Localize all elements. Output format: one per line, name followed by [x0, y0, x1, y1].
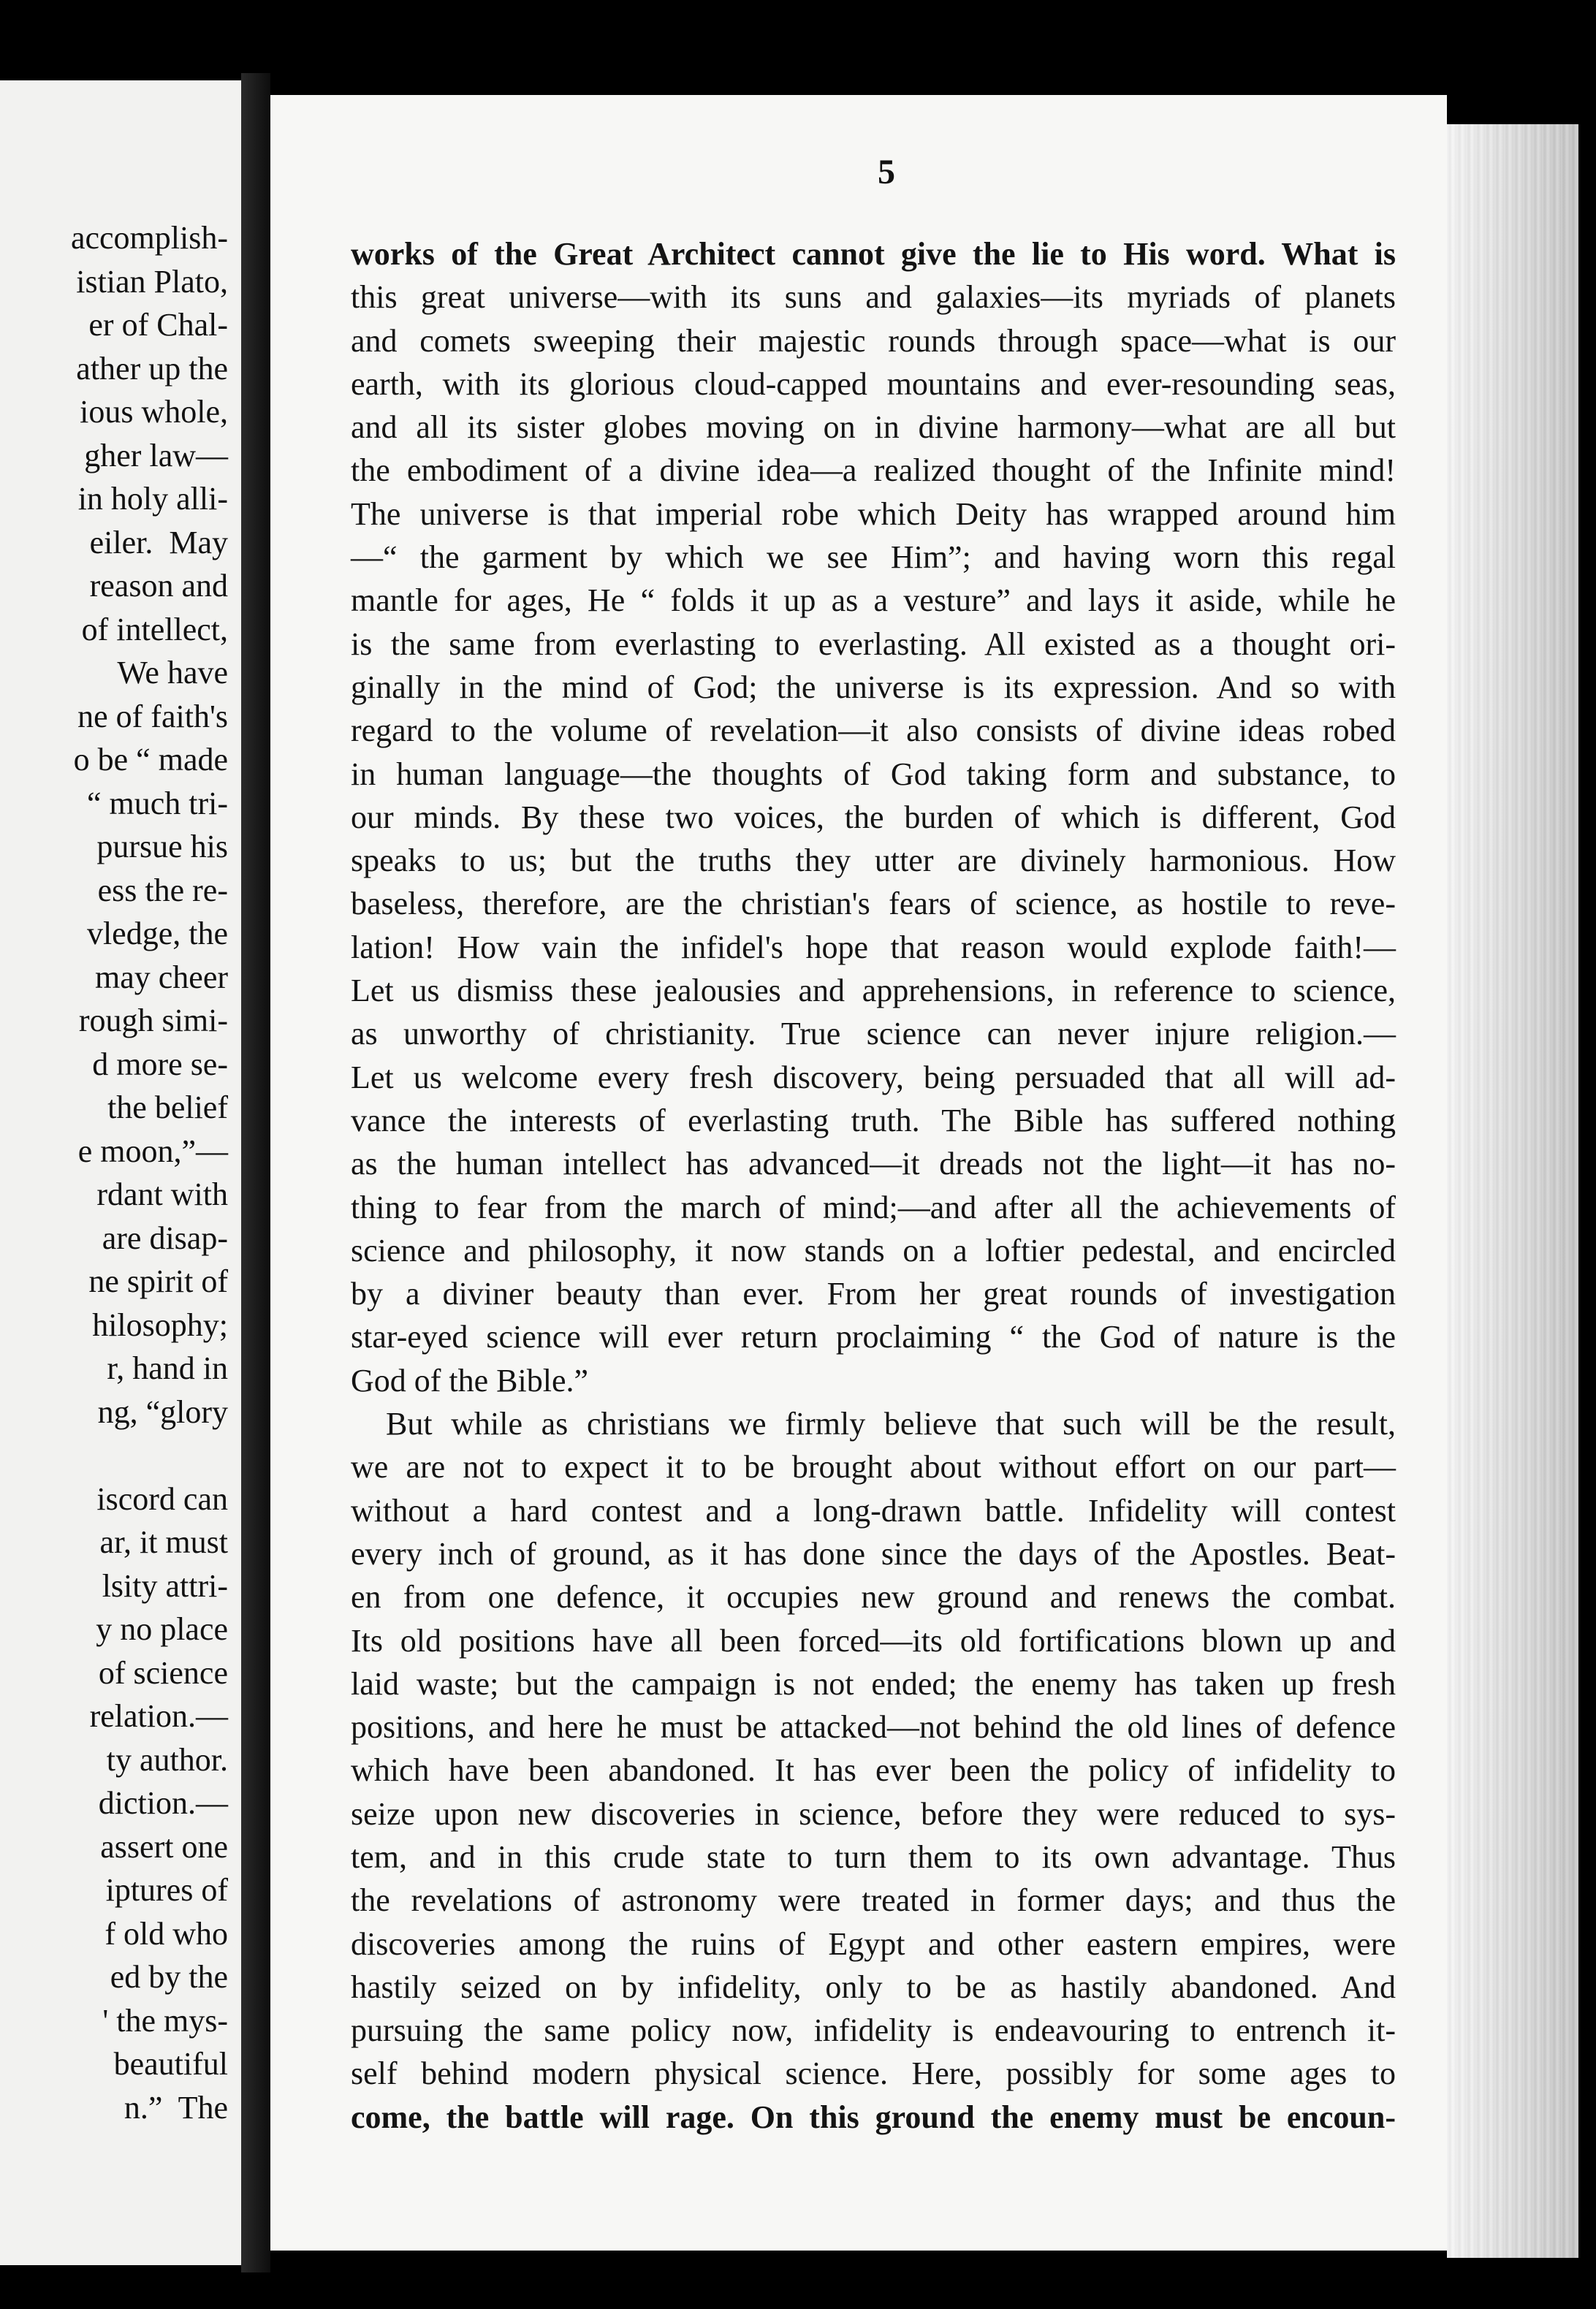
- left-page-line: beautiful: [113, 2046, 228, 2082]
- body-line: by a diviner beauty than ever. From her great rounds of investigation: [351, 1276, 1396, 1312]
- body-line: vance the interests of everlasting truth. The Bible has suffered nothing: [351, 1102, 1396, 1138]
- body-line: Its old positions have all been forced—its old fortifications blown up and: [351, 1622, 1396, 1659]
- left-page-line: ty author.: [106, 1741, 228, 1778]
- left-page-line: of intellect,: [81, 611, 228, 647]
- page-number: 5: [878, 153, 895, 191]
- left-page-line: the belief: [107, 1089, 228, 1125]
- left-page-line: diction.—: [98, 1785, 228, 1821]
- left-page-line: e moon,”—: [77, 1133, 228, 1169]
- left-page-line: ious whole,: [80, 394, 228, 430]
- body-line: come, the battle will rage. On this ground the enemy must be encoun-: [351, 2099, 1396, 2135]
- body-line: seize upon new discoveries in science, before they were reduced to sys-: [351, 1795, 1396, 1832]
- left-page-line: ed by the: [110, 1959, 228, 1995]
- body-line: as the human intellect has advanced—it dreads not the light—it has no-: [351, 1146, 1396, 1182]
- body-line: is the same from everlasting to everlasting. All existed as a thought ori-: [351, 625, 1396, 662]
- body-line: the revelations of astronomy were treated in former days; and thus the: [351, 1882, 1396, 1919]
- body-line: positions, and here he must be attacked—not behind the old lines of defence: [351, 1709, 1396, 1746]
- body-line: and all its sister globes moving on in divine harmony—what are all but: [351, 409, 1396, 446]
- body-line: The universe is that imperial robe which Deity has wrapped around him: [351, 495, 1396, 532]
- left-page-line: lsity attri-: [102, 1567, 228, 1604]
- paragraph-2: [351, 1402, 1396, 2139]
- body-line: But while as christians we firmly believe that such will be the result,: [386, 1406, 1396, 1442]
- left-page-line: n.” The: [123, 2089, 228, 2126]
- left-page-line: er of Chal-: [88, 307, 228, 343]
- body-line: star-eyed science will ever return proclaiming “ the God of nature is the: [351, 1319, 1396, 1355]
- body-line: science and philosophy, it now stands on a loftier pedestal, and encircled: [351, 1232, 1396, 1268]
- body-line: pursuing the same policy now, infidelity is endeavouring to entrench it-: [351, 2012, 1396, 2049]
- left-page-line: ess the re-: [97, 872, 228, 908]
- body-line: thing to fear from the march of mind;—and after all the achievements of: [351, 1189, 1396, 1225]
- left-page-line: ar, it must: [99, 1524, 228, 1560]
- body-line: the embodiment of a divine idea—a realized thought of the Infinite mind!: [351, 452, 1396, 489]
- body-line: Let us dismiss these jealousies and apprehensions, in reference to science,: [351, 973, 1396, 1009]
- body-line: regard to the volume of revelation—it also consists of divine ideas robed: [351, 712, 1396, 749]
- body-line: lation! How vain the infidel's hope that reason would explode faith!—: [351, 929, 1396, 965]
- body-line: every inch of ground, as it has done since the days of the Apostles. Beat-: [351, 1535, 1396, 1572]
- left-page-line: ather up the: [76, 350, 228, 387]
- left-page-line: istian Plato,: [76, 263, 228, 300]
- body-line: in human language—the thoughts of God taking form and substance, to: [351, 756, 1396, 792]
- left-page-line: y no place: [96, 1611, 228, 1647]
- body-line: earth, with its glorious cloud-capped mountains and ever-resounding seas,: [351, 365, 1396, 402]
- page-edge-stack: [1447, 124, 1578, 2258]
- body-line: speaks to us; but the truths they utter are divinely harmonious. How: [351, 842, 1396, 879]
- left-facing-page: [0, 80, 243, 2265]
- left-page-line: rdant with: [96, 1176, 228, 1212]
- page-body: [351, 232, 1396, 2139]
- left-page-line: are disap-: [102, 1220, 228, 1256]
- left-page-line: ' the mys-: [102, 2002, 228, 2039]
- left-page-line: f old who: [104, 1915, 228, 1952]
- body-line: self behind modern physical science. Here, possibly for some ages to: [351, 2055, 1396, 2092]
- left-page-line: accomplish-: [70, 220, 228, 256]
- left-page-line: We have: [117, 655, 228, 691]
- body-line: tem, and in this crude state to turn them to its own advantage. Thus: [351, 1838, 1396, 1875]
- book-gutter: [241, 73, 270, 2272]
- body-line: Let us welcome every fresh discovery, being persuaded that all will ad-: [351, 1059, 1396, 1095]
- body-line: as unworthy of christianity. True science can never injure religion.—: [351, 1016, 1396, 1052]
- left-page-line: assert one: [100, 1828, 228, 1865]
- left-page-line: iptures of: [105, 1872, 228, 1908]
- body-line: works of the Great Architect cannot give the lie to His word. What is: [351, 236, 1396, 272]
- body-line: this great universe—with its suns and galaxies—its myriads of planets: [351, 279, 1396, 316]
- left-page-line: gher law—: [84, 437, 228, 473]
- left-page-line: “ much tri-: [86, 785, 228, 821]
- body-line: ginally in the mind of God; the universe is its expression. And so with: [351, 669, 1396, 705]
- body-line: mantle for ages, He “ folds it up as a vesture” and lays it aside, while he: [351, 582, 1396, 619]
- body-line: hastily seized on by infidelity, only to be as hastily abandoned. And: [351, 1968, 1396, 2005]
- body-line: we are not to expect it to be brought about without effort on our part—: [351, 1449, 1396, 1486]
- left-page-line: o be “ made: [73, 742, 228, 777]
- left-page-line: ne of faith's: [77, 698, 228, 734]
- body-line: and comets sweeping their majestic rounds through space—what is our: [351, 322, 1396, 359]
- body-line: discoveries among the ruins of Egypt and other eastern empires, were: [351, 1925, 1396, 1962]
- left-page-line: [71, 1434, 228, 1477]
- left-page-line: ne spirit of: [88, 1263, 228, 1299]
- left-page-line: in holy alli-: [77, 481, 228, 517]
- left-page-line: hilosophy;: [92, 1306, 228, 1343]
- left-page-line: may cheer: [95, 959, 228, 995]
- body-line: without a hard contest and a long-drawn battle. Infidelity will contest: [351, 1492, 1396, 1529]
- body-line: which have been abandoned. It has ever been the policy of infidelity to: [351, 1752, 1396, 1789]
- body-line: God of the Bible.”: [351, 1362, 589, 1399]
- left-page-line: r, hand in: [107, 1350, 228, 1386]
- left-page-line: vledge, the: [86, 916, 228, 951]
- left-page-line: rough simi-: [78, 1003, 228, 1038]
- left-page-line: of science: [98, 1654, 228, 1691]
- main-page: [270, 95, 1447, 2251]
- paragraph-1: [351, 232, 1396, 1402]
- body-line: en from one defence, it occupies new ground and renews the combat.: [351, 1579, 1396, 1616]
- left-page-text: [71, 216, 228, 2129]
- body-line: our minds. By these two voices, the burden of which is different, God: [351, 799, 1396, 835]
- left-page-line: relation.—: [89, 1698, 228, 1734]
- page-edge-shading: [1447, 124, 1578, 2258]
- body-line: baseless, therefore, are the christian's fears of science, as hostile to reve-: [351, 886, 1396, 922]
- left-page-line: d more se-: [92, 1046, 228, 1082]
- body-line: —“ the garment by which we see Him”; and having worn this regal: [351, 539, 1396, 576]
- left-page-line: ng, “glory: [97, 1393, 228, 1430]
- left-page-line: pursue his: [96, 829, 228, 864]
- left-page-line: reason and: [89, 568, 228, 604]
- body-line: laid waste; but the campaign is not ended; the enemy has taken up fresh: [351, 1665, 1396, 1702]
- left-page-line: iscord can: [96, 1480, 228, 1517]
- left-page-line: eiler. May: [89, 524, 228, 560]
